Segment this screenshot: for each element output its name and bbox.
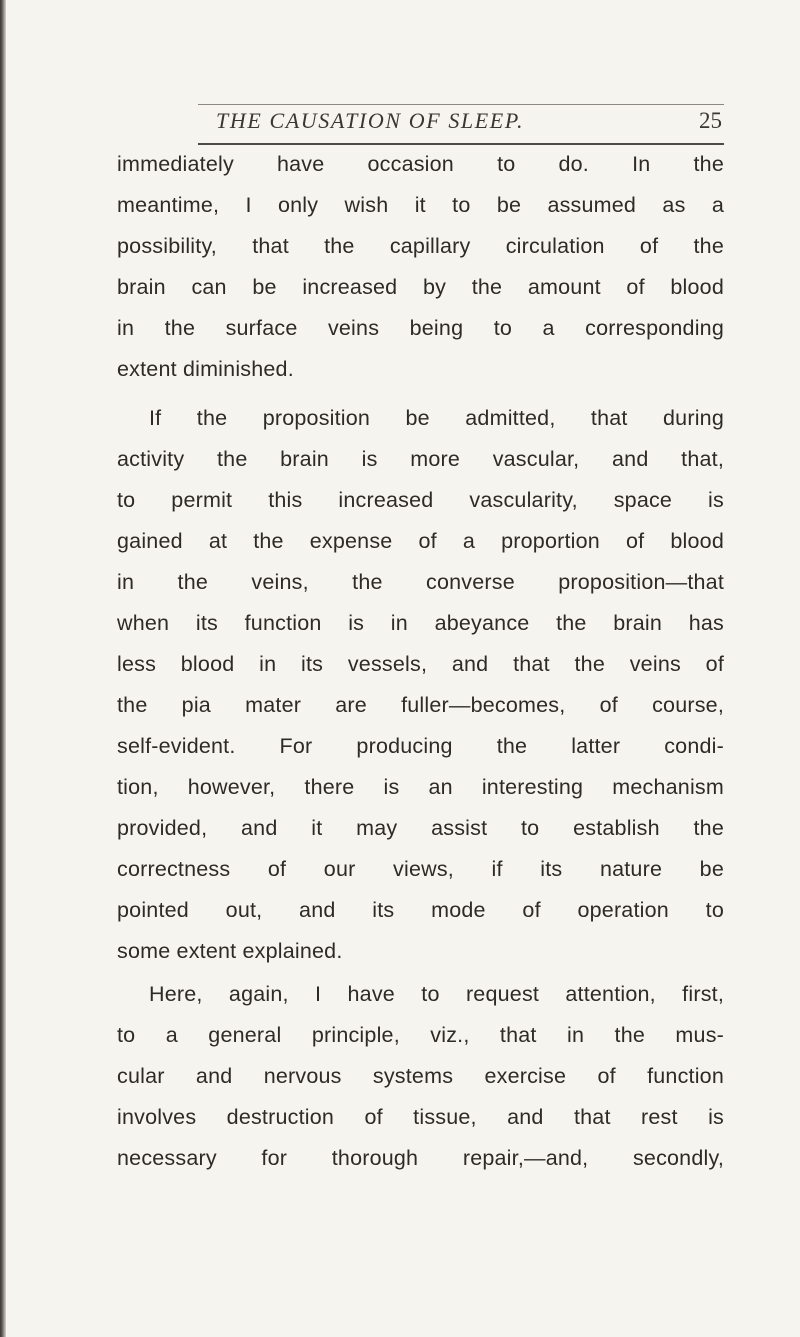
text-line: to permit this increased vascularity, space is xyxy=(117,488,724,512)
text-line: Here, again, I have to request attention, first, xyxy=(149,982,724,1006)
text-line: provided, and it may assist to establish the xyxy=(117,816,724,840)
text-line: necessary for thorough repair,—and, secondly, xyxy=(117,1146,724,1170)
text-line: cular and nervous systems exercise of function xyxy=(117,1064,724,1088)
text-line: correctness of our views, if its nature be xyxy=(117,857,724,881)
text-line: If the proposition be admitted, that during xyxy=(149,406,724,430)
text-line: less blood in its vessels, and that the veins of xyxy=(117,652,724,676)
text-line: the pia mater are fuller—becomes, of course, xyxy=(117,693,724,717)
text-line: activity the brain is more vascular, and that, xyxy=(117,447,724,471)
paragraph-1 xyxy=(117,144,724,390)
text-line: involves destruction of tissue, and that rest is xyxy=(117,1105,724,1129)
text-line: possibility, that the capillary circulation of the xyxy=(117,234,724,258)
text-line: pointed out, and its mode of operation to xyxy=(117,898,724,922)
text-line: tion, however, there is an interesting mechanism xyxy=(117,775,724,799)
paragraph-2 xyxy=(117,398,724,972)
text-line: self-evident. For producing the latter condi- xyxy=(117,734,724,758)
text-line: some extent explained. xyxy=(117,939,343,963)
text-line: gained at the expense of a proportion of blood xyxy=(117,529,724,553)
header-rule-top xyxy=(198,104,724,105)
text-line: when its function is in abeyance the brain has xyxy=(117,611,724,635)
page-number: 25 xyxy=(699,108,722,133)
text-line: immediately have occasion to do. In the xyxy=(117,152,724,176)
running-head xyxy=(198,106,724,142)
text-line: meantime, I only wish it to be assumed as a xyxy=(117,193,724,217)
paragraph-3 xyxy=(117,974,724,1179)
running-title: THE CAUSATION OF SLEEP. xyxy=(216,108,525,133)
page-binding-edge xyxy=(0,0,6,1337)
text-line: brain can be increased by the amount of blood xyxy=(117,275,724,299)
text-line: to a general principle, viz., that in the mus- xyxy=(117,1023,724,1047)
text-line: in the veins, the converse proposition—that xyxy=(117,570,724,594)
text-line: in the surface veins being to a corresponding xyxy=(117,316,724,340)
text-line: extent diminished. xyxy=(117,357,294,381)
